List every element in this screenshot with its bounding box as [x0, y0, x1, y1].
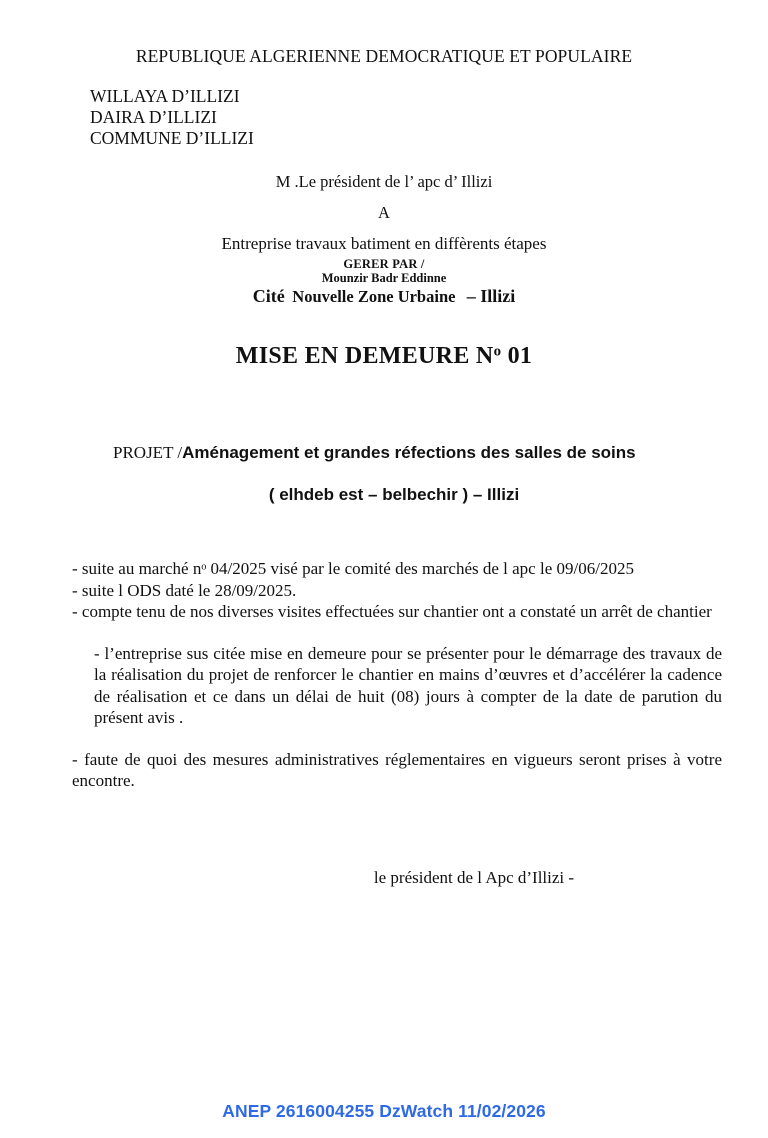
address-part-1: Cité [252, 286, 285, 306]
address-part-3: – Illizi [466, 286, 516, 306]
recipient-address [0, 286, 768, 307]
address-part-2: Nouvelle Zone Urbaine [292, 287, 456, 306]
project-line [113, 443, 636, 463]
wilaya-line: WILLAYA D’ILLIZI [90, 86, 240, 106]
project-location: ( elhdeb est – belbechir ) – Illizi [268, 485, 520, 504]
manager-name: Mounzir Badr Eddinne [321, 271, 447, 285]
daira-line: DAIRA D’ILLIZI [90, 107, 217, 127]
body-paragraph-2: - faute de quoi des mesures administratives réglementaires en vigueurs seront prises à votre encontre. [72, 749, 722, 790]
page-title-text: MISE EN DEMEURE N [235, 343, 494, 369]
body-bullet-2: - suite l ODS daté le 28/09/2025. [72, 580, 297, 600]
managed-by-label: GERER PAR / [343, 257, 425, 271]
body-spacer-1 [72, 623, 722, 643]
page-title-number: 01 [501, 343, 533, 369]
anep-footer: ANEP 2616004255 DzWatch 11/02/2026 [222, 1101, 546, 1121]
page-title [0, 343, 768, 370]
body-bullet-1: - suite au marché nᵒ 04/2025 visé par le comité des marchés de l apc le 09/06/2025 [72, 559, 634, 578]
body-paragraph-1: - l’entreprise sus citée mise en demeure pour se présenter pour le démarrage des travaux de la réalisation du projet de renforcer le chantier en mains d’œuvres et d’accélérer la cadence de réalisation et ce dans un délai de huit (08) jours à compter de la date de parution du présent avis . [94, 643, 722, 727]
body-block [72, 558, 722, 792]
page-title-superscript: o [493, 343, 502, 360]
republic-heading: REPUBLIQUE ALGERIENNE DEMOCRATIQUE ET POPULAIRE [135, 46, 633, 66]
sender-line: M .Le président de l’ apc d’ Illizi [275, 172, 493, 191]
body-spacer-2 [72, 729, 722, 749]
recipient-company: Entreprise travaux batiment en diffèrents étapes [221, 234, 547, 253]
project-name: Aménagement et grandes réfections des salles de soins [182, 443, 636, 462]
commune-line: COMMUNE D’ILLIZI [90, 128, 254, 148]
signature-line: le président de l Apc d’Illizi - [373, 868, 575, 887]
body-bullets [72, 558, 722, 623]
project-label: PROJET / [113, 443, 183, 462]
administration-block [90, 86, 254, 149]
to-label: A [378, 203, 390, 222]
body-bullet-3: - compte tenu de nos diverses visites effectuées sur chantier ont a constaté un arrêt de chantier [72, 602, 712, 621]
